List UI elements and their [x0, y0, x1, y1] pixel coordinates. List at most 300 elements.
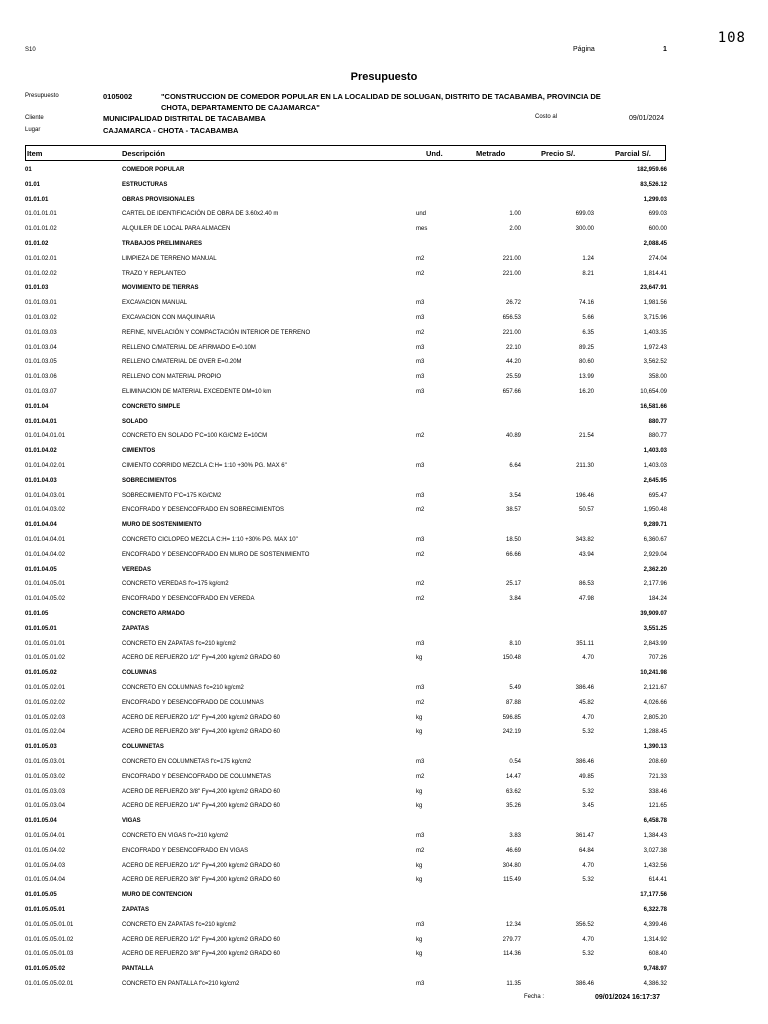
table-row	[0, 374, 768, 388]
cell-descripcion: COLUMNAS	[122, 670, 157, 677]
presupuesto-code: 0105002	[103, 92, 133, 101]
cell-metrado: 3.83	[509, 833, 521, 839]
cell-descripcion: ENCOFRADO Y DESENCOFRADO DE COLUMNETAS	[122, 773, 272, 780]
cell-metrado: 46.69	[505, 847, 521, 854]
cell-und: m3	[416, 833, 425, 839]
table-row	[0, 715, 768, 729]
cell-und: kg	[416, 877, 423, 884]
cell-descripcion: ACERO DE REFUERZO 1/4" Fy=4,200 kg/cm2 GRADO 60	[122, 803, 281, 810]
cell-descripcion: TRAZO Y REPLANTEO	[122, 270, 186, 277]
table-row	[0, 922, 768, 936]
cell-item: 01.01.04.01	[25, 418, 57, 425]
cell-parcial: 1,432.56	[643, 862, 667, 869]
cell-descripcion: CONCRETO EN COLUMNAS f'c=210 kg/cm2	[122, 685, 244, 691]
lugar-label: Lugar	[25, 127, 41, 133]
cell-metrado: 0.54	[509, 759, 521, 765]
cell-metrado: 279.77	[502, 936, 521, 943]
cell-descripcion: LIMPIEZA DE TERRENO MANUAL	[122, 255, 217, 262]
cell-und: m3	[416, 315, 425, 321]
cell-descripcion: TRABAJOS PRELIMINARES	[122, 241, 203, 247]
cell-parcial: 16,581.66	[640, 403, 667, 410]
cell-descripcion: VEREDAS	[122, 566, 152, 573]
cell-parcial: 614.41	[648, 877, 667, 884]
table-row	[0, 271, 768, 285]
page-title: Presupuesto	[350, 71, 418, 83]
cell-metrado: 1.00	[509, 211, 521, 218]
cell-metrado: 221.00	[502, 270, 521, 277]
cell-item: 01.01	[25, 181, 41, 188]
cell-metrado: 38.57	[505, 507, 521, 514]
cell-und: kg	[416, 951, 423, 958]
cell-descripcion: MOVIMIENTO DE TIERRAS	[122, 285, 199, 292]
cell-precio: 5.66	[582, 315, 594, 321]
col-descripcion-header: Descripción	[122, 149, 165, 158]
cell-und: kg	[416, 936, 423, 943]
cell-und: m3	[416, 537, 425, 543]
cell-item: 01.01.03.05	[25, 359, 57, 366]
cell-parcial: 1,288.45	[643, 729, 667, 736]
col-item-header: Item	[27, 149, 43, 158]
cell-precio: 16.20	[578, 389, 594, 395]
cell-item: 01.01.05	[25, 611, 49, 617]
cell-item: 01.01.03	[25, 285, 49, 292]
cell-descripcion: CONCRETO EN VIGAS f'c=210 kg/cm2	[122, 833, 229, 839]
cell-item: 01.01.03.01	[25, 300, 57, 307]
table-group-row	[0, 522, 768, 536]
table-row	[0, 300, 768, 314]
cell-parcial: 358.00	[648, 374, 667, 381]
cell-und: m2	[416, 433, 425, 440]
cell-parcial: 2,929.04	[643, 551, 667, 558]
cell-precio: 89.25	[578, 344, 594, 351]
cell-item: 01.01.04.04.02	[25, 551, 66, 558]
cell-item: 01.01.02.01	[25, 255, 57, 262]
cell-metrado: 656.53	[502, 315, 521, 321]
cell-descripcion: CONCRETO EN SOLADO F'C=100 KG/CM2 E=10CM	[122, 433, 268, 440]
cell-metrado: 40.89	[505, 433, 521, 440]
cell-item: 01.01.05.01	[25, 625, 57, 632]
handwritten-page-number: 108	[717, 30, 746, 46]
cell-und: m3	[416, 981, 425, 987]
cell-parcial: 2,362.20	[643, 566, 667, 573]
cell-parcial: 721.33	[648, 773, 667, 780]
col-precio-header: Precio S/.	[541, 149, 576, 158]
cell-parcial: 23,647.91	[640, 285, 667, 292]
page-label: Página	[573, 46, 595, 53]
cell-descripcion: CONCRETO ARMADO	[122, 611, 185, 617]
cell-precio: 5.32	[582, 951, 594, 958]
cell-precio: 4.70	[582, 862, 594, 869]
cell-precio: 386.46	[575, 981, 594, 987]
cell-parcial: 9,748.97	[643, 966, 667, 973]
table-row	[0, 655, 768, 669]
cell-und: m2	[416, 551, 425, 558]
cell-parcial: 6,322.78	[643, 907, 667, 913]
cell-parcial: 2,088.45	[643, 241, 667, 247]
cell-descripcion: ZAPATAS	[122, 907, 149, 913]
cell-item: 01.01.05.03.01	[25, 759, 66, 765]
cell-und: m3	[416, 374, 425, 381]
cell-descripcion: ESTRUCTURAS	[122, 181, 168, 188]
cliente-value: MUNICIPALIDAD DISTRITAL DE TACABAMBA	[103, 114, 266, 123]
table-group-row	[0, 285, 768, 299]
cell-parcial: 338.46	[648, 788, 667, 795]
cell-precio: 86.53	[578, 581, 594, 588]
cell-und: m2	[416, 596, 425, 603]
cell-item: 01.01.04.05	[25, 566, 57, 573]
cell-item: 01.01.05.05.01.01	[25, 921, 74, 928]
table-row	[0, 330, 768, 344]
cell-item: 01.01.05.05.01.03	[25, 951, 74, 958]
table-row	[0, 507, 768, 521]
cell-descripcion: VIGAS	[122, 818, 141, 825]
table-row	[0, 951, 768, 965]
cell-descripcion: RELLENO C/MATERIAL DE OVER E=0.20M	[122, 359, 242, 366]
cell-parcial: 1,814.41	[643, 270, 667, 277]
page-value: 1	[663, 46, 667, 53]
table-group-row	[0, 626, 768, 640]
cell-parcial: 1,950.48	[643, 507, 667, 514]
cell-descripcion: SOBRECIMIENTO F'C=175 KG/CM2	[122, 492, 222, 499]
table-group-row	[0, 419, 768, 433]
cell-parcial: 1,390.13	[643, 744, 667, 751]
cell-precio: 45.82	[578, 699, 594, 706]
cell-und: m3	[416, 344, 425, 351]
cell-item: 01.01.05.01.02	[25, 655, 66, 662]
cell-item: 01.01.05.05.02	[25, 966, 66, 973]
cell-item: 01.01.05.03.04	[25, 803, 66, 810]
cell-descripcion: ACERO DE REFUERZO 3/8" Fy=4,200 kg/cm2 GRADO 60	[122, 788, 281, 795]
cell-parcial: 1,403.35	[643, 329, 667, 336]
cell-metrado: 221.00	[502, 329, 521, 336]
table-row	[0, 537, 768, 551]
cell-precio: 3.45	[582, 803, 594, 810]
table-row	[0, 803, 768, 817]
fecha-value: 09/01/2024 16:17:37	[595, 994, 660, 1001]
cell-und: kg	[416, 714, 423, 721]
cell-item: 01.01.01.01	[25, 211, 57, 218]
cell-metrado: 5.49	[509, 685, 521, 691]
cell-descripcion: ENCOFRADO Y DESENCOFRADO DE COLUMNAS	[122, 699, 264, 706]
cell-metrado: 115.49	[503, 877, 521, 884]
cell-precio: 300.00	[575, 226, 594, 233]
table-row	[0, 759, 768, 773]
cell-und: m2	[416, 699, 425, 706]
cell-und: m3	[416, 463, 425, 469]
cell-precio: 4.70	[582, 714, 594, 721]
table-row	[0, 596, 768, 610]
cell-descripcion: EXCAVACION CON MAQUINARIA	[122, 315, 216, 321]
cell-item: 01.01.05.05.01.02	[25, 936, 74, 943]
cell-parcial: 880.77	[648, 433, 667, 440]
cell-item: 01.01.03.03	[25, 329, 57, 336]
cell-descripcion: ENCOFRADO Y DESENCOFRADO EN SOBRECIMIENTOS	[122, 507, 285, 514]
cell-metrado: 3.84	[509, 596, 521, 603]
cell-parcial: 880.77	[648, 418, 667, 425]
cell-precio: 196.46	[575, 492, 594, 499]
cell-item: 01.01.04.02	[25, 448, 57, 455]
cell-item: 01.01.05.01.01	[25, 640, 66, 647]
col-parcial-header: Parcial S/.	[615, 149, 651, 158]
cell-descripcion: CONCRETO CICLOPEO MEZCLA C:H= 1:10 +30% PG. MAX 10"	[122, 537, 298, 543]
cell-parcial: 9,289.71	[643, 522, 667, 529]
cell-und: und	[416, 211, 427, 218]
cell-parcial: 17,177.56	[640, 892, 667, 899]
cell-und: mes	[416, 226, 428, 233]
cell-item: 01.01.04.03	[25, 477, 57, 484]
cell-und: kg	[416, 803, 423, 810]
cell-item: 01.01.05.03	[25, 744, 57, 751]
cell-item: 01.01.04.05.01	[25, 581, 66, 588]
cell-descripcion: CIMIENTO CORRIDO MEZCLA C:H= 1:10 +30% PG. MAX 6"	[122, 463, 287, 469]
cell-item: 01.01.03.06	[25, 374, 57, 381]
cell-metrado: 304.80	[502, 862, 521, 869]
cell-item: 01.01.01	[25, 196, 49, 203]
cell-descripcion: ACERO DE REFUERZO 1/2" Fy=4,200 kg/cm2 GRADO 60	[122, 655, 281, 662]
cell-metrado: 3.54	[509, 492, 521, 499]
cell-parcial: 1,384.43	[643, 833, 667, 839]
cliente-label: Cliente	[25, 115, 44, 121]
cell-item: 01.01.04.02.01	[25, 463, 66, 469]
cell-precio: 343.82	[575, 537, 594, 543]
cell-descripcion: CONCRETO EN COLUMNETAS f'c=175 kg/cm2	[122, 759, 252, 765]
table-row	[0, 833, 768, 847]
cell-descripcion: CARTEL DE IDENTIFICACIÓN DE OBRA DE 3.60x2.40 m	[122, 211, 279, 218]
cell-item: 01.01.05.04.01	[25, 833, 66, 839]
cell-descripcion: ACERO DE REFUERZO 3/8" Fy=4,200 kg/cm2 GRADO 60	[122, 877, 281, 884]
cell-parcial: 4,026.66	[643, 699, 667, 706]
cell-descripcion: ACERO DE REFUERZO 3/8" Fy=4,200 kg/cm2 GRADO 60	[122, 951, 281, 958]
cell-precio: 4.70	[582, 655, 594, 662]
table-row	[0, 685, 768, 699]
cell-und: kg	[416, 729, 423, 736]
table-group-row	[0, 611, 768, 625]
table-row	[0, 789, 768, 803]
cell-precio: 211.30	[576, 463, 594, 469]
table-row	[0, 700, 768, 714]
cell-metrado: 2.00	[509, 226, 521, 233]
presupuesto-label: Presupuesto	[25, 93, 59, 99]
cell-parcial: 208.69	[648, 759, 667, 765]
table-group-row	[0, 404, 768, 418]
cell-descripcion: MURO DE CONTENCION	[122, 892, 193, 899]
table-group-row	[0, 197, 768, 211]
cell-precio: 64.84	[578, 847, 594, 854]
cell-und: m2	[416, 507, 425, 514]
cell-parcial: 1,403.03	[643, 463, 667, 469]
costo-label: Costo al	[535, 114, 558, 120]
table-row	[0, 463, 768, 477]
cell-metrado: 66.66	[505, 551, 521, 558]
cell-item: 01.01.04.01.01	[25, 433, 66, 440]
cell-parcial: 2,121.67	[643, 685, 667, 691]
table-row	[0, 315, 768, 329]
table-row	[0, 774, 768, 788]
cell-parcial: 4,399.46	[643, 921, 667, 928]
cell-descripcion: EXCAVACION MANUAL	[122, 300, 188, 307]
cell-metrado: 150.48	[502, 655, 521, 662]
cell-item: 01.01.04	[25, 403, 49, 410]
cell-precio: 74.16	[578, 300, 594, 307]
cell-parcial: 1,972.43	[643, 344, 667, 351]
table-row	[0, 211, 768, 225]
cell-item: 01.01.05.02.01	[25, 685, 66, 691]
table-row	[0, 256, 768, 270]
table-row	[0, 641, 768, 655]
cell-parcial: 4,386.32	[643, 981, 667, 987]
table-row	[0, 729, 768, 743]
cell-parcial: 707.26	[648, 655, 667, 662]
cell-descripcion: ZAPATAS	[122, 625, 149, 632]
table-row	[0, 433, 768, 447]
cell-precio: 386.46	[575, 685, 594, 691]
cell-item: 01.01.04.04	[25, 522, 57, 529]
cell-descripcion: MURO DE SOSTENIMIENTO	[122, 522, 202, 529]
cell-metrado: 6.64	[509, 463, 521, 469]
fecha-label: Fecha :	[524, 994, 545, 1000]
cell-descripcion: ELIMINACION DE MATERIAL EXCEDENTE DM=10 km	[122, 389, 272, 395]
cell-descripcion: ACERO DE REFUERZO 1/2" Fy=4,200 kg/cm2 GRADO 60	[122, 862, 281, 869]
cell-descripcion: SOLADO	[122, 418, 148, 425]
cell-parcial: 274.04	[648, 255, 667, 262]
table-row	[0, 345, 768, 359]
cell-parcial: 3,551.25	[643, 625, 667, 632]
table-row	[0, 493, 768, 507]
cell-item: 01	[25, 167, 32, 173]
cell-metrado: 35.26	[505, 803, 521, 810]
cell-item: 01.01.04.05.02	[25, 596, 66, 603]
cell-parcial: 608.40	[648, 951, 667, 958]
cell-parcial: 10,241.98	[640, 670, 667, 677]
cell-descripcion: COMEDOR POPULAR	[122, 167, 185, 173]
cell-item: 01.01.05.02.02	[25, 699, 66, 706]
cell-parcial: 6,458.78	[643, 818, 667, 825]
table-group-row	[0, 907, 768, 921]
cell-und: m2	[416, 847, 425, 854]
cell-item: 01.01.03.07	[25, 389, 57, 395]
cell-precio: 13.99	[578, 374, 594, 381]
cell-precio: 699.03	[575, 211, 594, 218]
cell-item: 01.01.04.04.01	[25, 537, 66, 543]
cell-parcial: 699.03	[648, 211, 667, 218]
cell-precio: 8.21	[582, 270, 594, 277]
cell-precio: 80.60	[578, 359, 594, 366]
table-row	[0, 981, 768, 995]
cell-item: 01.01.05.04	[25, 818, 57, 825]
cell-parcial: 1,299.03	[643, 196, 667, 203]
software-code: S10	[25, 47, 36, 53]
table-group-row	[0, 478, 768, 492]
cell-descripcion: REFINE, NIVELACIÓN Y COMPACTACIÓN INTERIOR DE TERRENO	[122, 329, 311, 336]
costo-value: 09/01/2024	[629, 115, 665, 122]
cell-item: 01.01.05.02.04	[25, 729, 66, 736]
cell-descripcion: ENCOFRADO Y DESENCOFRADO EN VEREDA	[122, 596, 255, 603]
col-metrado-header: Metrado	[476, 149, 506, 158]
cell-parcial: 3,715.96	[643, 315, 667, 321]
cell-item: 01.01.05.05	[25, 892, 57, 899]
cell-parcial: 1,403.03	[643, 448, 667, 455]
cell-descripcion: CONCRETO EN PANTALLA f'c=210 kg/cm2	[122, 981, 240, 987]
cell-und: m3	[416, 359, 425, 366]
lugar-value: CAJAMARCA - CHOTA - TACABAMBA	[103, 126, 239, 135]
cell-descripcion: RELLENO C/MATERIAL DE AFIRMADO E=0.10M	[122, 344, 256, 351]
cell-und: m3	[416, 300, 425, 307]
cell-metrado: 11.35	[506, 981, 521, 987]
cell-descripcion: ENCOFRADO Y DESENCOFRADO EN MURO DE SOSTENIMIENTO	[122, 551, 310, 558]
table-group-row	[0, 670, 768, 684]
table-group-row	[0, 567, 768, 581]
cell-precio: 386.46	[575, 759, 594, 765]
cell-parcial: 39,909.07	[640, 611, 667, 617]
cell-und: m2	[416, 329, 425, 336]
cell-item: 01.01.05.04.04	[25, 877, 66, 884]
cell-precio: 43.94	[578, 551, 594, 558]
presupuesto-desc-line2: CHOTA, DEPARTAMENTO DE CAJAMARCA"	[161, 103, 320, 112]
cell-parcial: 184.24	[648, 596, 667, 603]
cell-parcial: 6,360.67	[643, 537, 667, 543]
cell-precio: 47.98	[578, 596, 594, 603]
cell-descripcion: CONCRETO VEREDAS f'c=175 kg/cm2	[122, 581, 229, 588]
cell-parcial: 121.65	[648, 803, 667, 810]
cell-item: 01.01.01.02	[25, 226, 57, 233]
cell-und: m2	[416, 773, 425, 780]
table-group-row	[0, 167, 768, 181]
cell-und: m3	[416, 685, 425, 691]
cell-und: m3	[416, 921, 425, 928]
cell-metrado: 25.17	[505, 581, 521, 588]
cell-descripcion: ACERO DE REFUERZO 1/2" Fy=4,200 kg/cm2 GRADO 60	[122, 714, 281, 721]
cell-precio: 50.57	[578, 507, 594, 514]
cell-und: kg	[416, 788, 423, 795]
cell-metrado: 18.50	[505, 537, 521, 543]
cell-parcial: 83,526.12	[640, 181, 667, 188]
cell-descripcion: PANTALLA	[122, 966, 154, 973]
table-row	[0, 552, 768, 566]
cell-metrado: 22.10	[505, 344, 521, 351]
cell-und: m3	[416, 492, 425, 499]
cell-item: 01.01.04.03.01	[25, 492, 66, 499]
table-group-row	[0, 448, 768, 462]
cell-precio: 351.11	[576, 640, 594, 647]
cell-descripcion: SOBRECIMIENTOS	[122, 477, 177, 484]
table-row	[0, 877, 768, 891]
table-row	[0, 848, 768, 862]
cell-und: kg	[416, 655, 423, 662]
cell-parcial: 1,981.56	[643, 300, 667, 307]
cell-descripcion: CONCRETO EN ZAPATAS f'c=210 kg/cm2	[122, 921, 236, 928]
cell-und: m2	[416, 270, 425, 277]
cell-descripcion: ALQUILER DE LOCAL PARA ALMACEN	[122, 226, 231, 233]
cell-metrado: 25.59	[505, 374, 521, 381]
presupuesto-desc-line1: "CONSTRUCCION DE COMEDOR POPULAR EN LA LOCALIDAD DE SOLUGAN, DISTRITO DE TACABAMBA, PROVINCIA DE	[161, 92, 601, 101]
cell-item: 01.01.03.02	[25, 315, 57, 321]
cell-und: m3	[416, 759, 425, 765]
cell-metrado: 44.20	[505, 359, 521, 366]
cell-item: 01.01.05.05.02.01	[25, 981, 74, 987]
cell-item: 01.01.04.03.02	[25, 507, 66, 514]
cell-metrado: 63.62	[505, 788, 521, 795]
cell-metrado: 14.47	[505, 773, 521, 780]
table-row	[0, 937, 768, 951]
cell-parcial: 600.00	[648, 226, 667, 233]
cell-metrado: 8.10	[509, 640, 521, 647]
cell-und: kg	[416, 862, 423, 869]
cell-und: m3	[416, 640, 425, 647]
cell-und: m3	[416, 389, 425, 395]
cell-parcial: 695.47	[648, 492, 667, 499]
column-header-row	[25, 145, 666, 161]
cell-precio: 21.54	[578, 433, 594, 440]
